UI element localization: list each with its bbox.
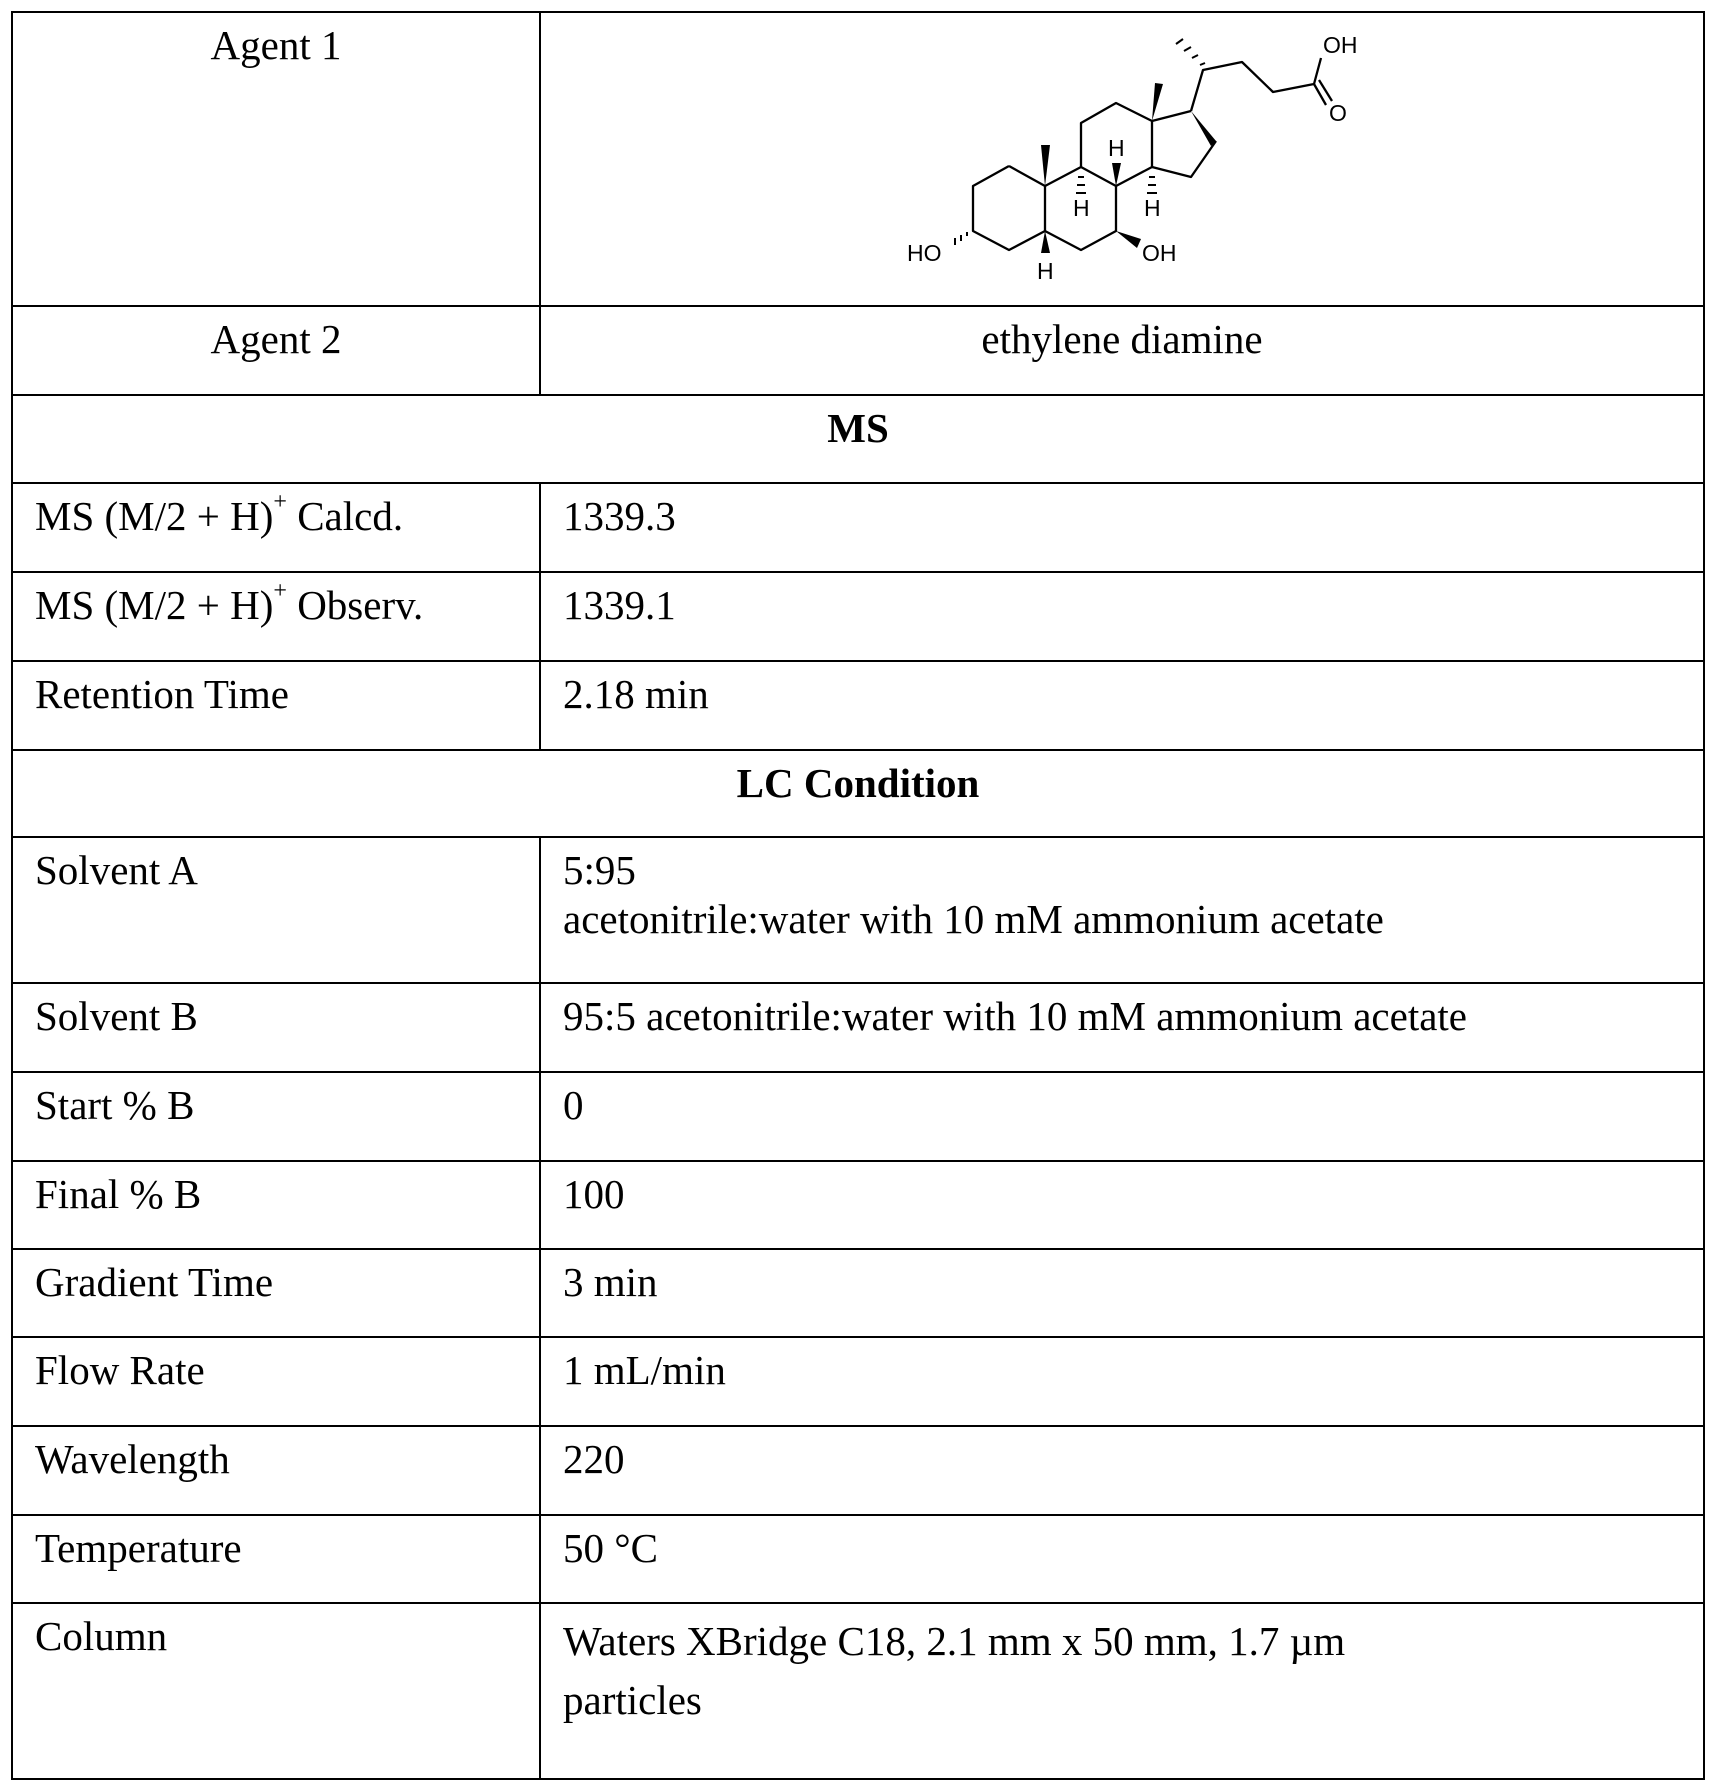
table-row-start-b bbox=[12, 1072, 1704, 1161]
solvent-a-value: 5:95 acetonitrile:water with 10 mM ammonium acetate bbox=[540, 837, 1704, 983]
table-row-flow bbox=[12, 1337, 1704, 1426]
agent1-structure-cell bbox=[540, 12, 1704, 306]
final-b-label: Final % B bbox=[12, 1161, 540, 1249]
table-row-retention bbox=[12, 661, 1704, 750]
table-row-column bbox=[12, 1603, 1704, 1779]
label-h-5: H bbox=[1037, 258, 1054, 284]
ms-section-header: MS bbox=[12, 395, 1704, 483]
ms-observ-value: 1339.1 bbox=[540, 572, 1704, 661]
solvent-a-label: Solvent A bbox=[12, 837, 540, 983]
table-row-gradient bbox=[12, 1249, 1704, 1337]
ms-observ-label: MS (M/2 + H)+ Observ. bbox=[12, 572, 540, 661]
solvent-b-label: Solvent B bbox=[12, 983, 540, 1072]
data-table bbox=[11, 11, 1705, 1780]
agent2-value: ethylene diamine bbox=[540, 306, 1704, 395]
flow-label: Flow Rate bbox=[12, 1337, 540, 1426]
ms-calcd-value: 1339.3 bbox=[540, 483, 1704, 572]
wavelength-label: Wavelength bbox=[12, 1426, 540, 1515]
chemical-structure bbox=[893, 13, 1383, 303]
solvent-b-value: 95:5 acetonitrile:water with 10 mM ammonium acetate bbox=[540, 983, 1704, 1072]
column-value: Waters XBridge C18, 2.1 mm x 50 mm, 1.7 µm particles bbox=[540, 1603, 1704, 1779]
temperature-label: Temperature bbox=[12, 1515, 540, 1603]
agent1-label: Agent 1 bbox=[12, 12, 540, 306]
start-b-value: 0 bbox=[540, 1072, 1704, 1161]
start-b-label: Start % B bbox=[12, 1072, 540, 1161]
table-row-ms-header bbox=[12, 395, 1704, 483]
label-oh-acid: OH bbox=[1323, 32, 1358, 58]
column-label: Column bbox=[12, 1603, 540, 1779]
label-o-carbonyl: O bbox=[1329, 100, 1347, 126]
gradient-value: 3 min bbox=[540, 1249, 1704, 1337]
flow-value: 1 mL/min bbox=[540, 1337, 1704, 1426]
table-row-ms-observ bbox=[12, 572, 1704, 661]
table-row-solvent-a bbox=[12, 837, 1704, 983]
label-h-14: H bbox=[1144, 195, 1161, 221]
lc-section-header: LC Condition bbox=[12, 750, 1704, 837]
temperature-value: 50 °C bbox=[540, 1515, 1704, 1603]
retention-label: Retention Time bbox=[12, 661, 540, 750]
retention-value: 2.18 min bbox=[540, 661, 1704, 750]
table-row-agent1 bbox=[12, 12, 1704, 306]
label-ho-3: HO bbox=[907, 240, 942, 266]
agent2-label: Agent 2 bbox=[12, 306, 540, 395]
table-row-final-b bbox=[12, 1161, 1704, 1249]
label-oh-7: OH bbox=[1142, 240, 1177, 266]
table-row-wavelength bbox=[12, 1426, 1704, 1515]
ms-calcd-label: MS (M/2 + H)+ Calcd. bbox=[12, 483, 540, 572]
label-h-9: H bbox=[1073, 195, 1090, 221]
table-row-agent2 bbox=[12, 306, 1704, 395]
table-row-ms-calcd bbox=[12, 483, 1704, 572]
gradient-label: Gradient Time bbox=[12, 1249, 540, 1337]
wavelength-value: 220 bbox=[540, 1426, 1704, 1515]
table-row-temperature bbox=[12, 1515, 1704, 1603]
final-b-value: 100 bbox=[540, 1161, 1704, 1249]
table-row-solvent-b bbox=[12, 983, 1704, 1072]
label-h-8: H bbox=[1108, 135, 1125, 161]
table-row-lc-header bbox=[12, 750, 1704, 837]
